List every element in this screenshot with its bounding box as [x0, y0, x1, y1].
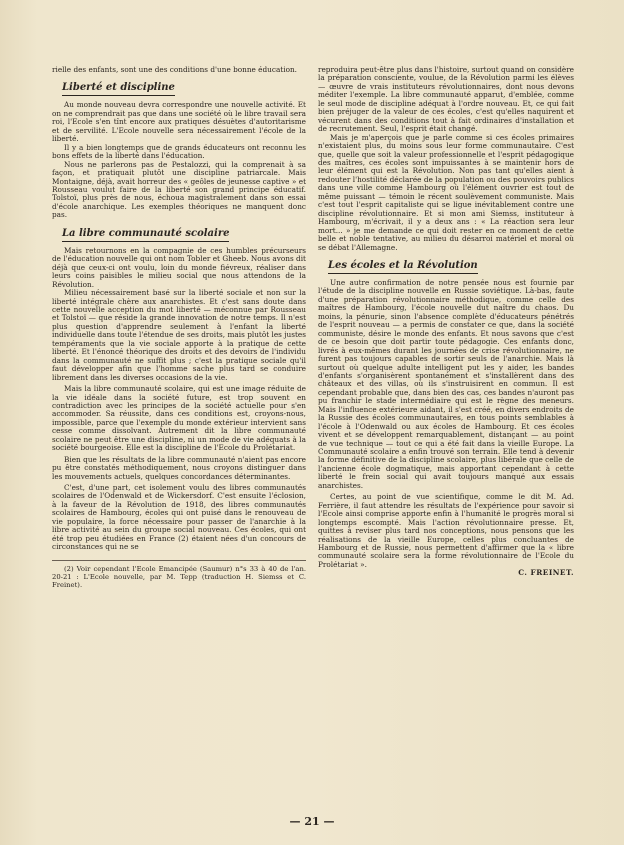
paragraph: Mais la libre communauté scolaire, qui est une image réduite de la vie idéale dans la société future, est trop souvent en contradiction avec les principes de la société actuelle pour s'en accommoder. Sa réussite, dans ces conditions est, croyons-nous, impossible, parce que l'exemple du monde extérieur intervient sans cesse comme dissolvant. Autrement dit la libre communauté scolaire ne peut être une discipline, ni un mode de vie adéquats à la société bourgeoise. Elle est la discipline de l'Ecole du Prolétariat. [52, 384, 306, 453]
left-column [52, 66, 306, 589]
right-column [318, 66, 574, 578]
footnote-text: (2) Voir cependant l'Ecole Emancipée (Saumur) n°s 33 à 40 de l'an. 20-21 : L'Ecole nouvelle, par M. Tepp (traduction H. Siemss et C. Freinet). [52, 564, 306, 589]
paragraph: C'est, d'une part, cet isolement voulu des libres communautés scolaires de l'Odenwald et de Wickersdorf. C'est ensuite l'éclosion, à la faveur de la Révolution de 1918, des libres communautés scolaires de Hambourg, écoles qui ont puisé dans le renouveau de vie populaire, la force nécessaire pour passer de l'anarchie à la libre activité au sein du groupe social nouveau. Ces écoles, qui ont été trop peu étudiées en France (2) étaient nées d'un concours de circonstances qui ne se [52, 483, 306, 552]
heading-liberte-discipline: Liberté et discipline [62, 82, 175, 96]
paragraph: Mais je m'aperçois que je parle comme si ces écoles primaires n'existaient plus, du moins sous leur forme communautaire. C'est que, quelle que soit la valeur professionnelle et l'esprit pédagogique des maîtres, ces écoles sont impuissantes à se maintenir hors de leur élément qui est la Révolution. Non pas tant qu'elles aient à redouter l'hostilité déclarée de la population ou des pouvoirs publics dans une ville comme Hambourg où l'élément ouvrier est tout de même puissant — témoin le récent soulèvement communiste. Mais c'est tout l'esprit capitaliste qui se ligue inévitablement contre une discipline révolutionnaire. Et si mon ami Siemss, instituteur à Hambourg, m'écrivait, il y a deux ans : « La réaction sera leur mort... » je me demande ce qui doit rester en ce moment de cette belle et noble tentative, au milieu du désarroi matériel et moral où se débat l'Allemagne. [318, 132, 574, 252]
paragraph: Il y a bien longtemps que de grands éducateurs ont reconnu les bons effets de la liberté dans l'éducation. [52, 142, 306, 161]
heading-libre-communaute: La libre communauté scolaire [62, 228, 229, 242]
paragraph: Au monde nouveau devra correspondre une nouvelle activité. Et on ne comprendrait pas que dans une société où le libre travail sera roi, l'Ecole s'en tînt encore aux pratiques désuètes d'autoritarisme et de servilité. L'Ecole nouvelle sera nécessairement l'école de la liberté. [52, 100, 306, 144]
page-number: — 21 — [289, 815, 335, 828]
intro-paragraph: rielle des enfants, sont une des conditions d'une bonne éducation. [52, 65, 297, 74]
paragraph: Une autre confirmation de notre pensée nous est fournie par l'étude de la discipline nouvelle en Russie soviétique. Là-bas, faute d'une préparation révolutionnaire méthodique, comme celle des maîtres de Hambourg, l'école nouvelle dut naître du chaos. Du moins, la pénurie, sinon l'absence complète d'éducateurs pénétrés de l'esprit nouveau — a permis de constater ce que, dans la société communiste, désire le monde des enfants. Et nous savons que c'est de ce besoin que doit partir toute pédagogie. Ces enfants donc, livrés à eux-mêmes durant les journées de crise révolutionnaire, ne furent pas toujours capables de sortir seuls de l'anarchie. Mais là surtout où quelque adulte intelligent put les y aider, les bandes d'enfants s'organisèrent spontanément et s'installèrent dans des châteaux et des villas, où ils s'instruisirent en commun. Il est cependant probable que, dans bien des cas, ces bandes n'auront pas pu franchir le stade intermédiaire qui est le règne des meneurs. Mais l'influence extérieure aidant, il s'est créé, en divers endroits de la Russie des écoles communautaires, en tous points semblables à l'école à l'Odenwald ou aux écoles de Hambourg. Et ces écoles vivent et se développent remarquablement, distançant — au point de vue technique — tout ce qui a été fait dans la vieille Europe. La Communauté scolaire a enfin trouvé son terrain. Elle tend à devenir la forme définitive de la discipline scolaire, plus libérale que celle de l'ancienne école dogmatique, mais apportant cependant à cette liberté le frein social qui avait toujours manqué aux essais anarchistes. [318, 277, 574, 490]
paragraph: reproduira peut-être plus dans l'histoire, surtout quand on considère la préparation consciente, voulue, de la Révolution parmi les élèves — œuvre de vrais instituteurs révolutionnaires, dont nous devons méditer l'exemple. La libre communauté apparut, d'emblée, comme le seul mode de discipline adéquat à l'ordre nouveau. Et, ce qui fait bien préjuger de la valeur de ces écoles, c'est qu'elles naquirent et vécurent dans des conditions tout à fait ordinaires d'installation et de recrutement. Seul, l'esprit était changé. [318, 65, 574, 134]
paragraph: Certes, au point de vue scientifique, comme le dit M. Ad. Ferrière, il faut attendre les résultats de l'expérience pour savoir si l'Ecole ainsi comprise apporte enfin à l'humanité le progrès moral si longtemps escompté. Mais l'action révolutionnaire presse. Et, quittes à reviser plus tard nos conceptions, nous pensons que les réalisations de la vieille Europe, celles plus concluantes de Hambourg et de Russie, nous permettent d'affirmer que la « libre communauté scolaire sera la forme révolutionnaire de l'Ecole du Prolétariat ». [318, 492, 574, 569]
heading-ecoles-revolution: Les écoles et la Révolution [328, 260, 478, 274]
paragraph: Mais retournons en la compagnie de ces humbles précurseurs de l'éducation nouvelle qui ont nom Tobler et Gheeb. Nous avons dit déjà que ceux-ci ont voulu, loin du monde fiévreux, réaliser dans leurs coins paisibles le milieu social que nous attendons de la Révolution. [52, 245, 306, 289]
paragraph: Milieu nécessairement basé sur la liberté sociale et non sur la liberté intégrale chère aux anarchistes. Et c'est sans doute dans cette nouvelle acception du mot liberté — méconnue par Rousseau et Tolstoï — que réside la grande innovation de notre temps. Il n'est plus question d'apprendre seulement à l'enfant la liberté individuelle dans toute l'étendue de ses droits, mais plutôt les justes tempéraments que la vie sociale apporte à la pratique de cette liberté. Et l'énoncé théorique des droits et des devoirs de l'individu dans la communauté ne suffit plus ; c'est la pratique sociale qu'il faut développer afin que l'homme sache plus tard se conduire librement dans les diverses occasions de la vie. [52, 288, 306, 382]
paragraph: Nous ne parlerons pas de Pestalozzi, qui la comprenait à sa façon, et pratiquait plutôt une discipline patriarcale. Mais Montaigne, déjà, avait horreur des « geôles de jeunesse captive » et Rousseau voulut faire de la liberté son grand principe éducatif. Tolstoï, plus près de nous, échoua magistralement dans son essai d'école anarchique. Les exemples théoriques ne manquent donc pas. [52, 159, 306, 220]
footnote [52, 560, 306, 589]
paragraph: Bien que les résultats de la libre communauté n'aient pas encore pu être constatés méthodiquement, nous croyons distinguer dans les mouvements actuels, quelques concordances déterminantes. [52, 454, 306, 481]
author-signature: C. FREINET. [518, 568, 574, 578]
